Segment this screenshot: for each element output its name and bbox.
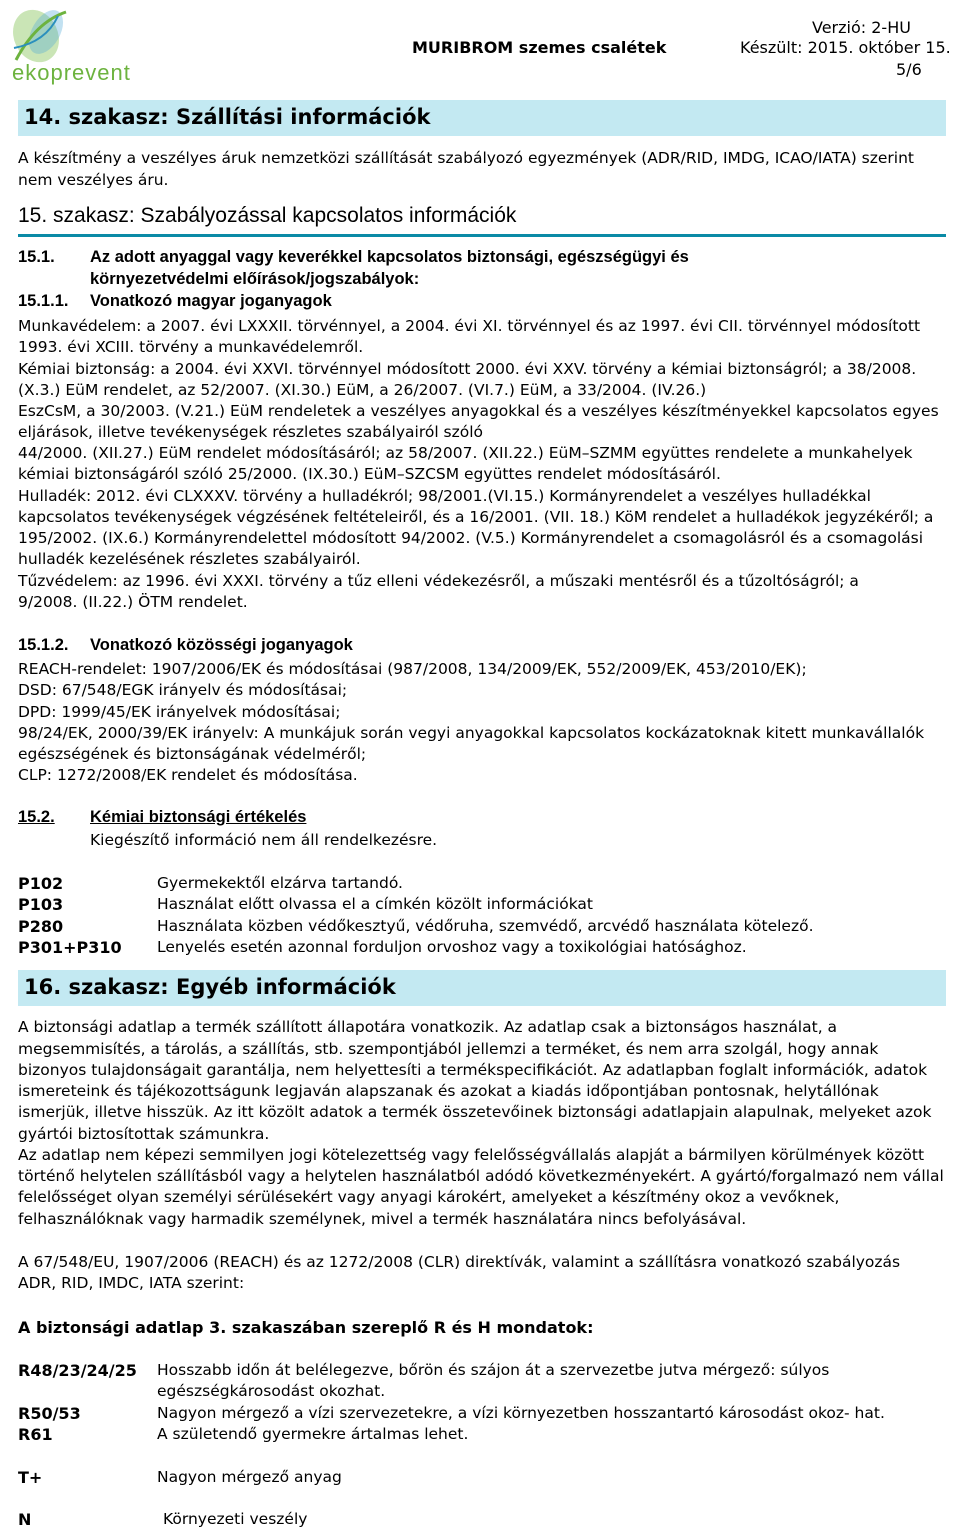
sub-15-2-title: Kémiai biztonsági értékelés [90,808,307,826]
s16-line: gyártói biztosítottak számunkra. [18,1125,270,1143]
hu-line: 1993. évi XCIII. törvény a munkavédelemről. [18,338,364,356]
hu-line: Kémiai biztonság: a 2004. évi XXVI. törvénnyel módosított 2000. évi XXV. törvény a kémiai biztonságról; a 38/2008. [18,360,917,378]
s16-line: Az adatlap nem képezi semmilyen jogi kötelezettség vagy felelősségvállalás alapját a bármilyen körülmények között [18,1146,925,1164]
version-label: Verzió: 2-HU [812,18,911,37]
section-14-bar [18,100,946,136]
p-text: Gyermekektől elzárva tartandó. [157,874,403,892]
sub-15-1-1-title: Vonatkozó magyar joganyagok [90,292,332,310]
hu-line: eljárások, illetve tevékenységek részletes szabályairól szóló [18,423,484,441]
hu-line: kapcsolatos tevékenységek végzésének feltételeiről, és a 16/2001. (VII. 18.) KöM rendelet a hulladékok jegyzékéről; a [18,508,934,526]
sub-15-1-1-number: 15.1.1. [18,292,69,310]
s16-line: A biztonsági adatlap a termék szállított állapotára vonatkozik. Az adatlap csak a biztonságos használat, a [18,1018,838,1036]
r-text: Nagyon mérgező a vízi szervezetekre, a vízi környezetben hosszantartó károsodást okoz- hat. [157,1404,885,1422]
hu-line: hulladék kezelésének részletes szabályairól. [18,550,361,568]
section-15-title: 15. szakasz: Szabályozással kapcsolatos információk [18,204,517,227]
hu-line: (X.3.) EüM rendelet, az 52/2007. (XI.30.) EüM, a 26/2007. (VI.7.) EüM, a 33/2004. (IV.26.) [18,381,707,399]
eu-line: CLP: 1272/2008/EK rendelet és módosítása. [18,766,358,784]
s16-line: történő helytelen szállításból vagy a helytelen használatból adódó következményekért. A gyártó/forgalmazó nem vállal [18,1167,944,1185]
r-code: R61 [18,1425,53,1444]
sub-15-1-2-title: Vonatkozó közösségi joganyagok [90,636,353,654]
section-16-title: 16. szakasz: Egyéb információk [24,975,396,999]
p-text: Lenyelés esetén azonnal forduljon orvoshoz vagy a toxikológiai hatósághoz. [157,938,747,956]
sub-15-1-title-line1: Az adott anyaggal vagy keverékkel kapcsolatos biztonsági, egészségügyi és [90,248,689,266]
s16-line: bizonyos tulajdonságait garantálja, nem helyettesíti a termékspecifikációt. Az adatlapban foglalt információk, adatok [18,1061,928,1079]
p-code: P102 [18,874,64,893]
hu-line: 44/2000. (XII.27.) EüM rendelet módosításáról; az 58/2007. (XII.22.) EüM–SZMM együttes rendelete a munkahelyek [18,444,913,462]
section-16-bar [18,970,946,1006]
ekoprevent-logo [6,2,154,90]
sub-15-1-title-line2: környezetvédelmi előírások/jogszabályok: [90,270,420,288]
eu-line: DPD: 1999/45/EK irányelvek módosításai; [18,703,341,721]
sub-15-2-number: 15.2. [18,808,55,826]
section-15-rule [18,234,946,237]
hu-line: Tűzvédelem: az 1996. évi XXXI. törvény a tűz elleni védekezésről, a műszaki mentésről és a tűzoltóságról; a [18,572,859,590]
section-14-title: 14. szakasz: Szállítási információk [24,105,431,129]
eu-line: REACH-rendelet: 1907/2006/EK és módosításai (987/2008, 134/2009/EK, 552/2009/EK, 453/2010/EK); [18,660,807,678]
hu-line: EszCsM, a 30/2003. (V.21.) EüM rendeletek a veszélyes anyagokkal és a veszélyes készítményekkel kapcsolatos egyes [18,402,939,420]
sub-15-2-text: Kiegészítő információ nem áll rendelkezésre. [90,831,438,849]
s16-line: ADR, RID, IMDC, IATA szerint: [18,1274,245,1292]
symbol-text: Nagyon mérgező anyag [157,1468,342,1486]
s16-line: A 67/548/EU, 1907/2006 (REACH) és az 1272/2008 (CLR) direktívák, valamint a szállításra vonatkozó szabályozás [18,1253,901,1271]
r-code: R48/23/24/25 [18,1361,137,1380]
hu-line: Munkavédelem: a 2007. évi LXXXII. törvénnyel, a 2004. évi XI. törvénnyel és az 1997. évi CII. törvénnyel módosított [18,317,921,335]
symbol-text: Környezeti veszély [163,1510,308,1528]
s14-line-1: A készítmény a veszélyes áruk nemzetközi szállítását szabályozó egyezmények (ADR/RID, IMDG, ICAO/IATA) szerint [18,149,914,167]
rh-heading: A biztonsági adatlap 3. szakaszában szereplő R és H mondatok: [18,1318,594,1337]
p-code: P280 [18,917,64,936]
r-code: R50/53 [18,1404,81,1423]
r-text: Hosszabb időn át belélegezve, bőrön és szájon át a szervezetbe jutva mérgező: súlyos [157,1361,830,1379]
p-code: P301+P310 [18,938,122,957]
p-text: Használata közben védőkesztyű, védőruha, szemvédő, arcvédő használata kötelező. [157,917,814,935]
logo-text: ekoprevent [12,60,131,85]
p-code: P103 [18,895,64,914]
sub-15-1-number: 15.1. [18,248,55,266]
s16-line: felhasználóknak vagy harmadik személynek, mivel a termék használatára nincs befolyásával. [18,1210,747,1228]
eu-line: 98/24/EK, 2000/39/EK irányelv: A munkájuk során vegyi anyagokkal kapcsolatos kockázatoknak kitett munkavállalók [18,724,925,742]
s14-line-2: nem veszélyes áru. [18,171,169,189]
r-text-cont: egészségkárosodást okozhat. [157,1382,386,1400]
document-title: MURIBROM szemes csalétek [412,38,667,57]
symbol-code: N [18,1510,32,1529]
hu-line: 9/2008. (II.22.) ÖTM rendelet. [18,593,248,611]
r-text: A születendő gyermekre ártalmas lehet. [157,1425,469,1443]
p-text: Használat előtt olvassa el a címkén közölt információkat [157,895,593,913]
s16-line: felelősséget olyan személyi sérülésekért vagy anyagi károkért, amelyeket a készítmény okoz a vevőknek, [18,1188,840,1206]
sub-15-1-2-number: 15.1.2. [18,636,69,654]
hu-line: Hulladék: 2012. évi CLXXXV. törvény a hulladékról; 98/2001.(VI.15.) Kormányrendelet a veszélyes hulladékkal [18,487,871,505]
eu-line: egészségének és biztonságának védelméről; [18,745,367,763]
hu-line: kémiai biztonságáról szóló 25/2000. (IX.30.) EüM–SZCSM együttes rendelet módosításáról. [18,465,721,483]
s16-line: ismerjük, illetve hisszük. Az itt közölt adatok a termék összetevőinek biztonsági adatlapjain alapulnak, melyeket azok [18,1103,932,1121]
s16-line: ismereteink és tájékozottságunk legjaván alapszanak és azokat a kiadás időpontjában pontosnak, helytállónak [18,1082,879,1100]
hu-line: 195/2002. (IX.6.) Kormányrendelettel módosított 94/2002. (V.5.) Kormányrendelet a csomagolásról és a csomagolási [18,529,924,547]
eu-line: DSD: 67/548/EGK irányelv és módosításai; [18,681,348,699]
date-label: Készült: 2015. október 15. [740,38,951,57]
page-number: 5/6 [896,60,922,79]
symbol-code: T+ [18,1468,43,1487]
s16-line: megsemmisítés, a tárolás, a szállítás, stb. szempontjából jellemzi a terméket, és nem arra szolgál, hogy annak [18,1040,879,1058]
